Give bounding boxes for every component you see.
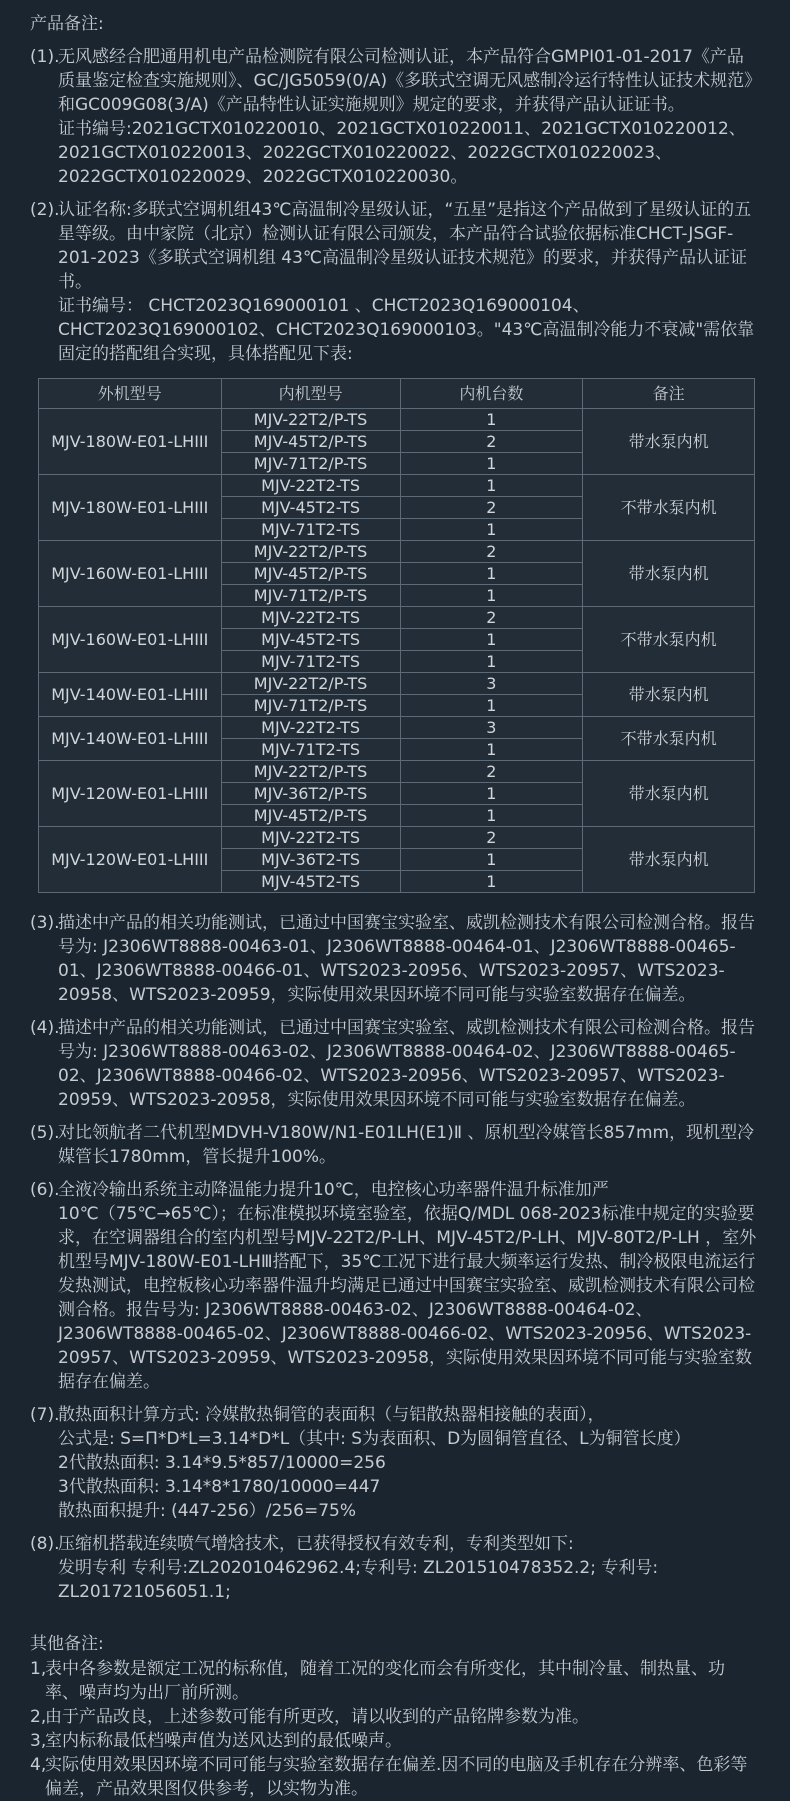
note-text-line: 发明专利 专利号:ZL202010462962.4;专利号: ZL201510478352.2; 专利号: ZL201721056051.1;	[58, 1558, 659, 1602]
other-note-item	[30, 1753, 758, 1801]
note-marker: (2).	[30, 200, 60, 220]
other-note-marker: 4,	[30, 1755, 47, 1775]
notes-after-table	[30, 911, 758, 1604]
note-text-line: 散热面积提升: (447-256）/256=75%	[58, 1501, 356, 1521]
outdoor-model-cell: MJV-140W-E01-LHIII	[39, 717, 222, 761]
indoor-count-cell: 2	[400, 497, 583, 519]
note-paragraph	[30, 1532, 758, 1604]
note-text-line: 对比领航者二代机型MDVH-V180W/N1-E01LH(E1)Ⅱ 、原机型冷媒管长857mm，现机型冷媒管长1780mm，管长提升100%。	[58, 1123, 755, 1167]
remark-cell: 不带水泵内机	[583, 475, 755, 541]
indoor-model-cell: MJV-22T2/P-TS	[221, 673, 400, 695]
pairing-table	[38, 378, 755, 893]
table-row	[39, 761, 755, 783]
indoor-count-cell: 1	[400, 651, 583, 673]
other-note-marker: 1,	[30, 1659, 47, 1679]
indoor-count-cell: 3	[400, 673, 583, 695]
note-text-line: 公式是: S=Π*D*L=3.14*D*L（其中: S为表面积、D为圆铜管直径、L为铜管长度）	[58, 1429, 691, 1449]
indoor-count-cell: 3	[400, 717, 583, 739]
indoor-count-cell: 1	[400, 453, 583, 475]
other-note-text: 由于产品改良，上述参数可能有所更改，请以收到的产品铭牌参数为准。	[45, 1707, 589, 1727]
indoor-count-cell: 2	[400, 431, 583, 453]
indoor-count-cell: 1	[400, 519, 583, 541]
indoor-count-cell: 1	[400, 871, 583, 893]
indoor-model-cell: MJV-22T2-TS	[221, 607, 400, 629]
table-header-cell: 外机型号	[39, 379, 222, 409]
indoor-model-cell: MJV-36T2-TS	[221, 849, 400, 871]
note-text-line: 证书编号： CHCT2023Q169000101 、CHCT2023Q169000104、CHCT2023Q169000102、CHCT2023Q169000103。"43℃高温制冷能力不衰减"需依靠固定的搭配组合实现，具体搭配见下表:	[58, 296, 755, 364]
pairing-table-header	[39, 379, 755, 409]
indoor-model-cell: MJV-71T2-TS	[221, 519, 400, 541]
note-text-line: 描述中产品的相关功能测试，已通过中国赛宝实验室、威凯检测技术有限公司检测合格。报告号为: J2306WT8888-00463-01、J2306WT8888-00464-01、J2306WT8888-00465-01、J2306WT8888-00466-01、WTS2023-20956、WTS2023-20957、WTS2023-20958、WTS2023-20959，实际使用效果因环境不同可能与实验室数据存在偏差。	[58, 913, 755, 1005]
other-note-item	[30, 1729, 758, 1753]
indoor-model-cell: MJV-71T2/P-TS	[221, 695, 400, 717]
indoor-count-cell: 1	[400, 739, 583, 761]
remark-cell: 带水泵内机	[583, 541, 755, 607]
table-header-cell: 内机台数	[400, 379, 583, 409]
remark-cell: 带水泵内机	[583, 827, 755, 893]
indoor-count-cell: 2	[400, 607, 583, 629]
indoor-count-cell: 1	[400, 585, 583, 607]
note-marker: (3).	[30, 913, 60, 933]
indoor-model-cell: MJV-71T2/P-TS	[221, 453, 400, 475]
remark-cell: 带水泵内机	[583, 673, 755, 717]
table-row	[39, 607, 755, 629]
other-note-text: 表中各参数是额定工况的标称值，随着工况的变化而会有所变化，其中制冷量、制热量、功率、噪声均为出厂前所测。	[45, 1659, 725, 1703]
note-text-line: 全液冷输出系统主动降温能力提升10℃，电控核心功率器件温升标准加严10℃（75℃→65℃）；在标准模拟环境室验室，依据Q/MDL 068-2023标准中规定的实验要求，在空调器组合的室内机型号MJV-22T2/P-LH、MJV-45T2/P-LH、MJV-80T2/P-LH ，室外机型号MJV-180W-E01-LHⅢ搭配下，35℃工况下进行最大频率运行发热、制冷极限电流运行发热测试，电控板核心功率器件温升均满足已通过中国赛宝实验室、威凯检测技术有限公司检测合格。报告号为: J2306WT8888-00463-02、J2306WT8888-00464-02、J2306WT8888-00465-02、J2306WT8888-00466-02、WTS2023-20956、WTS2023-20957、WTS2023-20959、WTS2023-20958，实际使用效果因环境不同可能与实验室数据存在偏差。	[58, 1180, 757, 1392]
other-note-marker: 2,	[30, 1707, 47, 1727]
indoor-model-cell: MJV-45T2/P-TS	[221, 563, 400, 585]
notes-before-table	[30, 45, 758, 366]
note-marker: (1).	[30, 47, 60, 67]
indoor-count-cell: 1	[400, 409, 583, 431]
note-text-line: 散热面积计算方式: 冷媒散热铜管的表面积（与铝散热器相接触的表面），	[58, 1405, 605, 1425]
indoor-model-cell: MJV-22T2/P-TS	[221, 409, 400, 431]
indoor-model-cell: MJV-22T2-TS	[221, 475, 400, 497]
outdoor-model-cell: MJV-160W-E01-LHIII	[39, 607, 222, 673]
table-header-cell: 备注	[583, 379, 755, 409]
indoor-model-cell: MJV-22T2-TS	[221, 717, 400, 739]
indoor-model-cell: MJV-45T2/P-TS	[221, 431, 400, 453]
indoor-model-cell: MJV-71T2-TS	[221, 739, 400, 761]
note-paragraph	[30, 198, 758, 366]
indoor-count-cell: 1	[400, 695, 583, 717]
note-marker: (4).	[30, 1018, 60, 1038]
indoor-model-cell: MJV-71T2-TS	[221, 651, 400, 673]
other-notes-section	[30, 1632, 758, 1801]
indoor-count-cell: 2	[400, 827, 583, 849]
indoor-count-cell: 1	[400, 783, 583, 805]
indoor-model-cell: MJV-45T2-TS	[221, 629, 400, 651]
note-paragraph	[30, 1178, 758, 1394]
indoor-model-cell: MJV-71T2/P-TS	[221, 585, 400, 607]
other-note-item	[30, 1705, 758, 1729]
other-notes-title: 其他备注:	[30, 1634, 104, 1654]
table-header-row	[39, 379, 755, 409]
indoor-model-cell: MJV-22T2/P-TS	[221, 761, 400, 783]
table-row	[39, 541, 755, 563]
indoor-count-cell: 1	[400, 475, 583, 497]
outdoor-model-cell: MJV-160W-E01-LHIII	[39, 541, 222, 607]
remark-cell: 不带水泵内机	[583, 607, 755, 673]
note-paragraph	[30, 1121, 758, 1169]
indoor-count-cell: 2	[400, 761, 583, 783]
note-text-line: 2代散热面积: 3.14*9.5*857/10000=256	[58, 1453, 386, 1473]
outdoor-model-cell: MJV-180W-E01-LHIII	[39, 475, 222, 541]
note-marker: (5).	[30, 1123, 60, 1143]
outdoor-model-cell: MJV-180W-E01-LHIII	[39, 409, 222, 475]
note-marker: (7).	[30, 1405, 60, 1425]
indoor-count-cell: 1	[400, 563, 583, 585]
outdoor-model-cell: MJV-120W-E01-LHIII	[39, 827, 222, 893]
note-text-line: 无风感经合肥通用机电产品检测院有限公司检测认证，本产品符合GMPI01-01-2017《产品质量鉴定检查实施规则》、GC/JG5059(0/A)《多联式空调无风感制冷运行特性认证技术规范》和GC009G08(3/A)《产品特性认证实施规则》规定的要求，并获得产品认证证书。	[58, 47, 753, 115]
table-row	[39, 673, 755, 695]
table-row	[39, 827, 755, 849]
other-note-marker: 3,	[30, 1731, 47, 1751]
outdoor-model-cell: MJV-120W-E01-LHIII	[39, 761, 222, 827]
indoor-model-cell: MJV-45T2-TS	[221, 871, 400, 893]
remark-cell: 不带水泵内机	[583, 717, 755, 761]
note-text-line: 3代散热面积: 3.14*8*1780/10000=447	[58, 1477, 381, 1497]
note-text-line: 证书编号:2021GCTX010220010、2021GCTX010220011、2021GCTX010220012、2021GCTX010220013、2022GCTX010220022、2022GCTX010220023、2022GCTX010220029、2022GCTX010220030。	[58, 119, 746, 187]
note-text-line: 认证名称:多联式空调机组43℃高温制冷星级认证，“五星”是指这个产品做到了星级认证的五星等级。由中家院（北京）检测认证有限公司颁发，本产品符合试验依据标准CHCT-JSGF-201-2023《多联式空调机组 43℃高温制冷星级认证技术规范》的要求，并获得产品认证证书。	[58, 200, 752, 292]
table-row	[39, 409, 755, 431]
note-text-line: 压缩机搭载连续喷气增焓技术，已获得授权有效专利，专利类型如下:	[58, 1534, 574, 1554]
page-title: 产品备注:	[30, 14, 104, 34]
indoor-model-cell: MJV-22T2-TS	[221, 827, 400, 849]
indoor-count-cell: 1	[400, 629, 583, 651]
indoor-count-cell: 1	[400, 805, 583, 827]
indoor-count-cell: 2	[400, 541, 583, 563]
indoor-model-cell: MJV-45T2-TS	[221, 497, 400, 519]
remark-cell: 带水泵内机	[583, 761, 755, 827]
table-header-cell: 内机型号	[221, 379, 400, 409]
indoor-model-cell: MJV-22T2/P-TS	[221, 541, 400, 563]
table-row	[39, 475, 755, 497]
note-paragraph	[30, 1403, 758, 1523]
other-note-text: 实际使用效果因环境不同可能与实验室数据存在偏差.因不同的电脑及手机存在分辨率、色彩等偏差，产品效果图仅供参考，以实物为准。	[45, 1755, 748, 1799]
note-marker: (6).	[30, 1180, 60, 1200]
indoor-model-cell: MJV-36T2/P-TS	[221, 783, 400, 805]
note-marker: (8).	[30, 1534, 60, 1554]
table-row	[39, 717, 755, 739]
note-paragraph	[30, 1016, 758, 1112]
indoor-count-cell: 1	[400, 849, 583, 871]
outdoor-model-cell: MJV-140W-E01-LHIII	[39, 673, 222, 717]
indoor-model-cell: MJV-45T2/P-TS	[221, 805, 400, 827]
other-note-item	[30, 1657, 758, 1705]
other-notes-list	[30, 1657, 758, 1801]
other-note-text: 室内标称最低档噪声值为送风达到的最低噪声。	[45, 1731, 402, 1751]
note-paragraph	[30, 911, 758, 1007]
note-text-line: 描述中产品的相关功能测试，已通过中国赛宝实验室、威凯检测技术有限公司检测合格。报告号为: J2306WT8888-00463-02、J2306WT8888-00464-02、J2306WT8888-00465-02、J2306WT8888-00466-02、WTS2023-20956、WTS2023-20957、WTS2023-20959、WTS2023-20958，实际使用效果因环境不同可能与实验室数据存在偏差。	[58, 1018, 755, 1110]
note-paragraph	[30, 45, 758, 189]
pairing-table-body	[39, 409, 755, 893]
remark-cell: 带水泵内机	[583, 409, 755, 475]
